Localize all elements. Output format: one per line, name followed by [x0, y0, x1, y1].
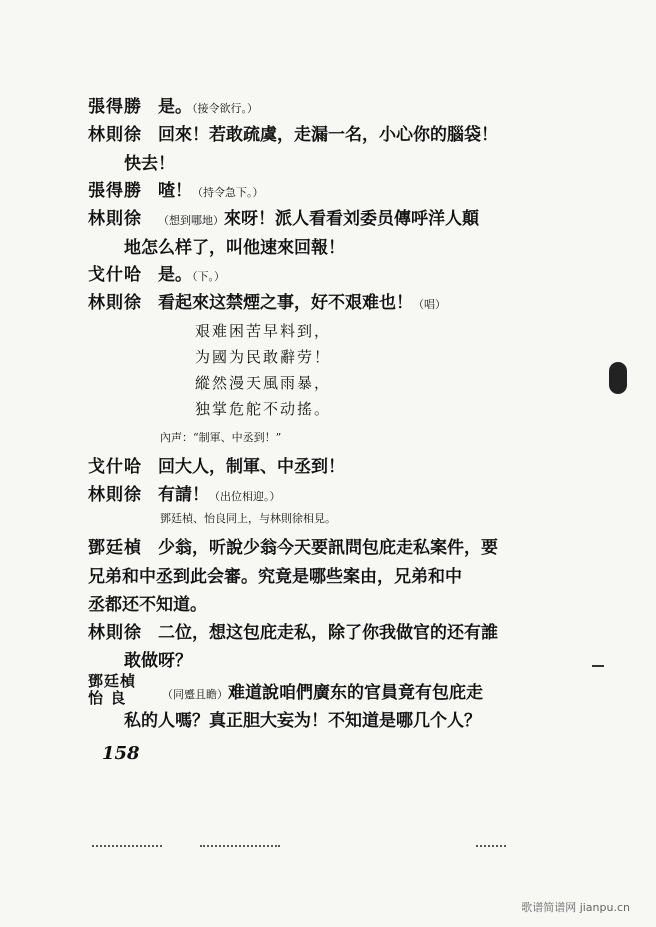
speaker-name: 鄧廷楨	[88, 538, 142, 558]
dialogue-line	[158, 264, 225, 288]
speaker-name: 張得勝	[88, 181, 142, 201]
scan-mark	[92, 845, 162, 849]
speaker-name: 林則徐	[88, 623, 142, 643]
stage-direction: （接令欲行。）	[192, 102, 258, 115]
stage-direction: （下。）	[192, 270, 225, 283]
dialogue-text: 私的人嗎？真正胆大妄为！不知道是哪几个人？	[124, 711, 481, 731]
sung-verse: 艰难困苦早料到，	[195, 322, 332, 340]
sung-verse: 独掌危舵不动搖。	[195, 400, 332, 418]
speaker-name: 怡 良	[88, 689, 127, 707]
stage-direction: （唱）	[413, 298, 446, 311]
dialogue-text: 丞都还不知道。	[88, 595, 207, 615]
speaker-name: 戈什哈	[88, 265, 142, 285]
dialogue-text: 是。	[158, 265, 192, 285]
dialogue-text: 地怎么样了，叫他速來回報！	[124, 238, 345, 258]
scan-mark	[476, 845, 506, 849]
speaker-name: 林則徐	[88, 485, 142, 505]
dialogue-text: 是。	[158, 97, 192, 117]
dialogue-line	[162, 682, 483, 706]
dialogue-text: 回大人，制軍、中丞到！	[158, 457, 345, 477]
page-number: 158	[102, 743, 140, 764]
scan-blot	[609, 362, 627, 394]
dialogue-text: 少翁，听說少翁今天要訊問包庇走私案件，要	[158, 538, 498, 558]
stage-direction: （同蹙且瞻）	[162, 688, 228, 701]
speaker-name: 林則徐	[88, 293, 142, 313]
site-watermark: 歌谱简谱网 jianpu.cn	[521, 901, 630, 914]
dialogue-text: 快去！	[124, 154, 175, 174]
speaker-name: 林則徐	[88, 209, 142, 229]
dialogue-text: 有請！	[158, 485, 209, 505]
dialogue-text: 兄弟和中丞到此会審。究竟是哪些案由，兄弟和中	[88, 567, 462, 587]
dialogue-text: 喳！	[158, 181, 192, 201]
speaker-name: 林則徐	[88, 125, 142, 145]
dialogue-text: 看起來这禁煙之事，好不艰难也！	[158, 293, 413, 313]
stage-direction: （想到哪地）	[158, 214, 224, 227]
dialogue-line	[158, 208, 479, 232]
sung-verse: 为國为民敢辭劳！	[195, 348, 332, 366]
dialogue-text: 回來！若敢疏虞，走漏一名，小心你的腦袋！	[158, 125, 498, 145]
dialogue-text: 二位，想这包庇走私，除了你我做官的还有誰	[158, 623, 498, 643]
stage-direction: （出位相迎。）	[209, 490, 281, 503]
scan-mark	[200, 845, 280, 849]
speaker-name: 張得勝	[88, 97, 142, 117]
offstage-voice: 內声：“制軍、中丞到！”	[160, 431, 282, 444]
dialogue-line	[158, 292, 446, 316]
stage-direction: 鄧廷楨、怡良同上，与林則徐相見。	[160, 512, 336, 525]
dialogue-line	[158, 96, 258, 120]
scan-mark	[592, 665, 604, 667]
sung-verse: 縱然漫天風雨暴，	[195, 374, 332, 392]
speaker-name: 鄧廷楨	[88, 672, 137, 690]
dialogue-text: 敢做呀？	[124, 651, 192, 671]
speaker-name: 戈什哈	[88, 457, 142, 477]
dialogue-text: 來呀！派人看看刘委员傳呼洋人顛	[224, 209, 479, 229]
dialogue-text: 难道說咱們廣东的官員竟有包庇走	[228, 683, 483, 703]
dialogue-line	[158, 180, 264, 204]
stage-direction: （持令急下。）	[192, 186, 264, 199]
dialogue-line	[158, 484, 281, 508]
